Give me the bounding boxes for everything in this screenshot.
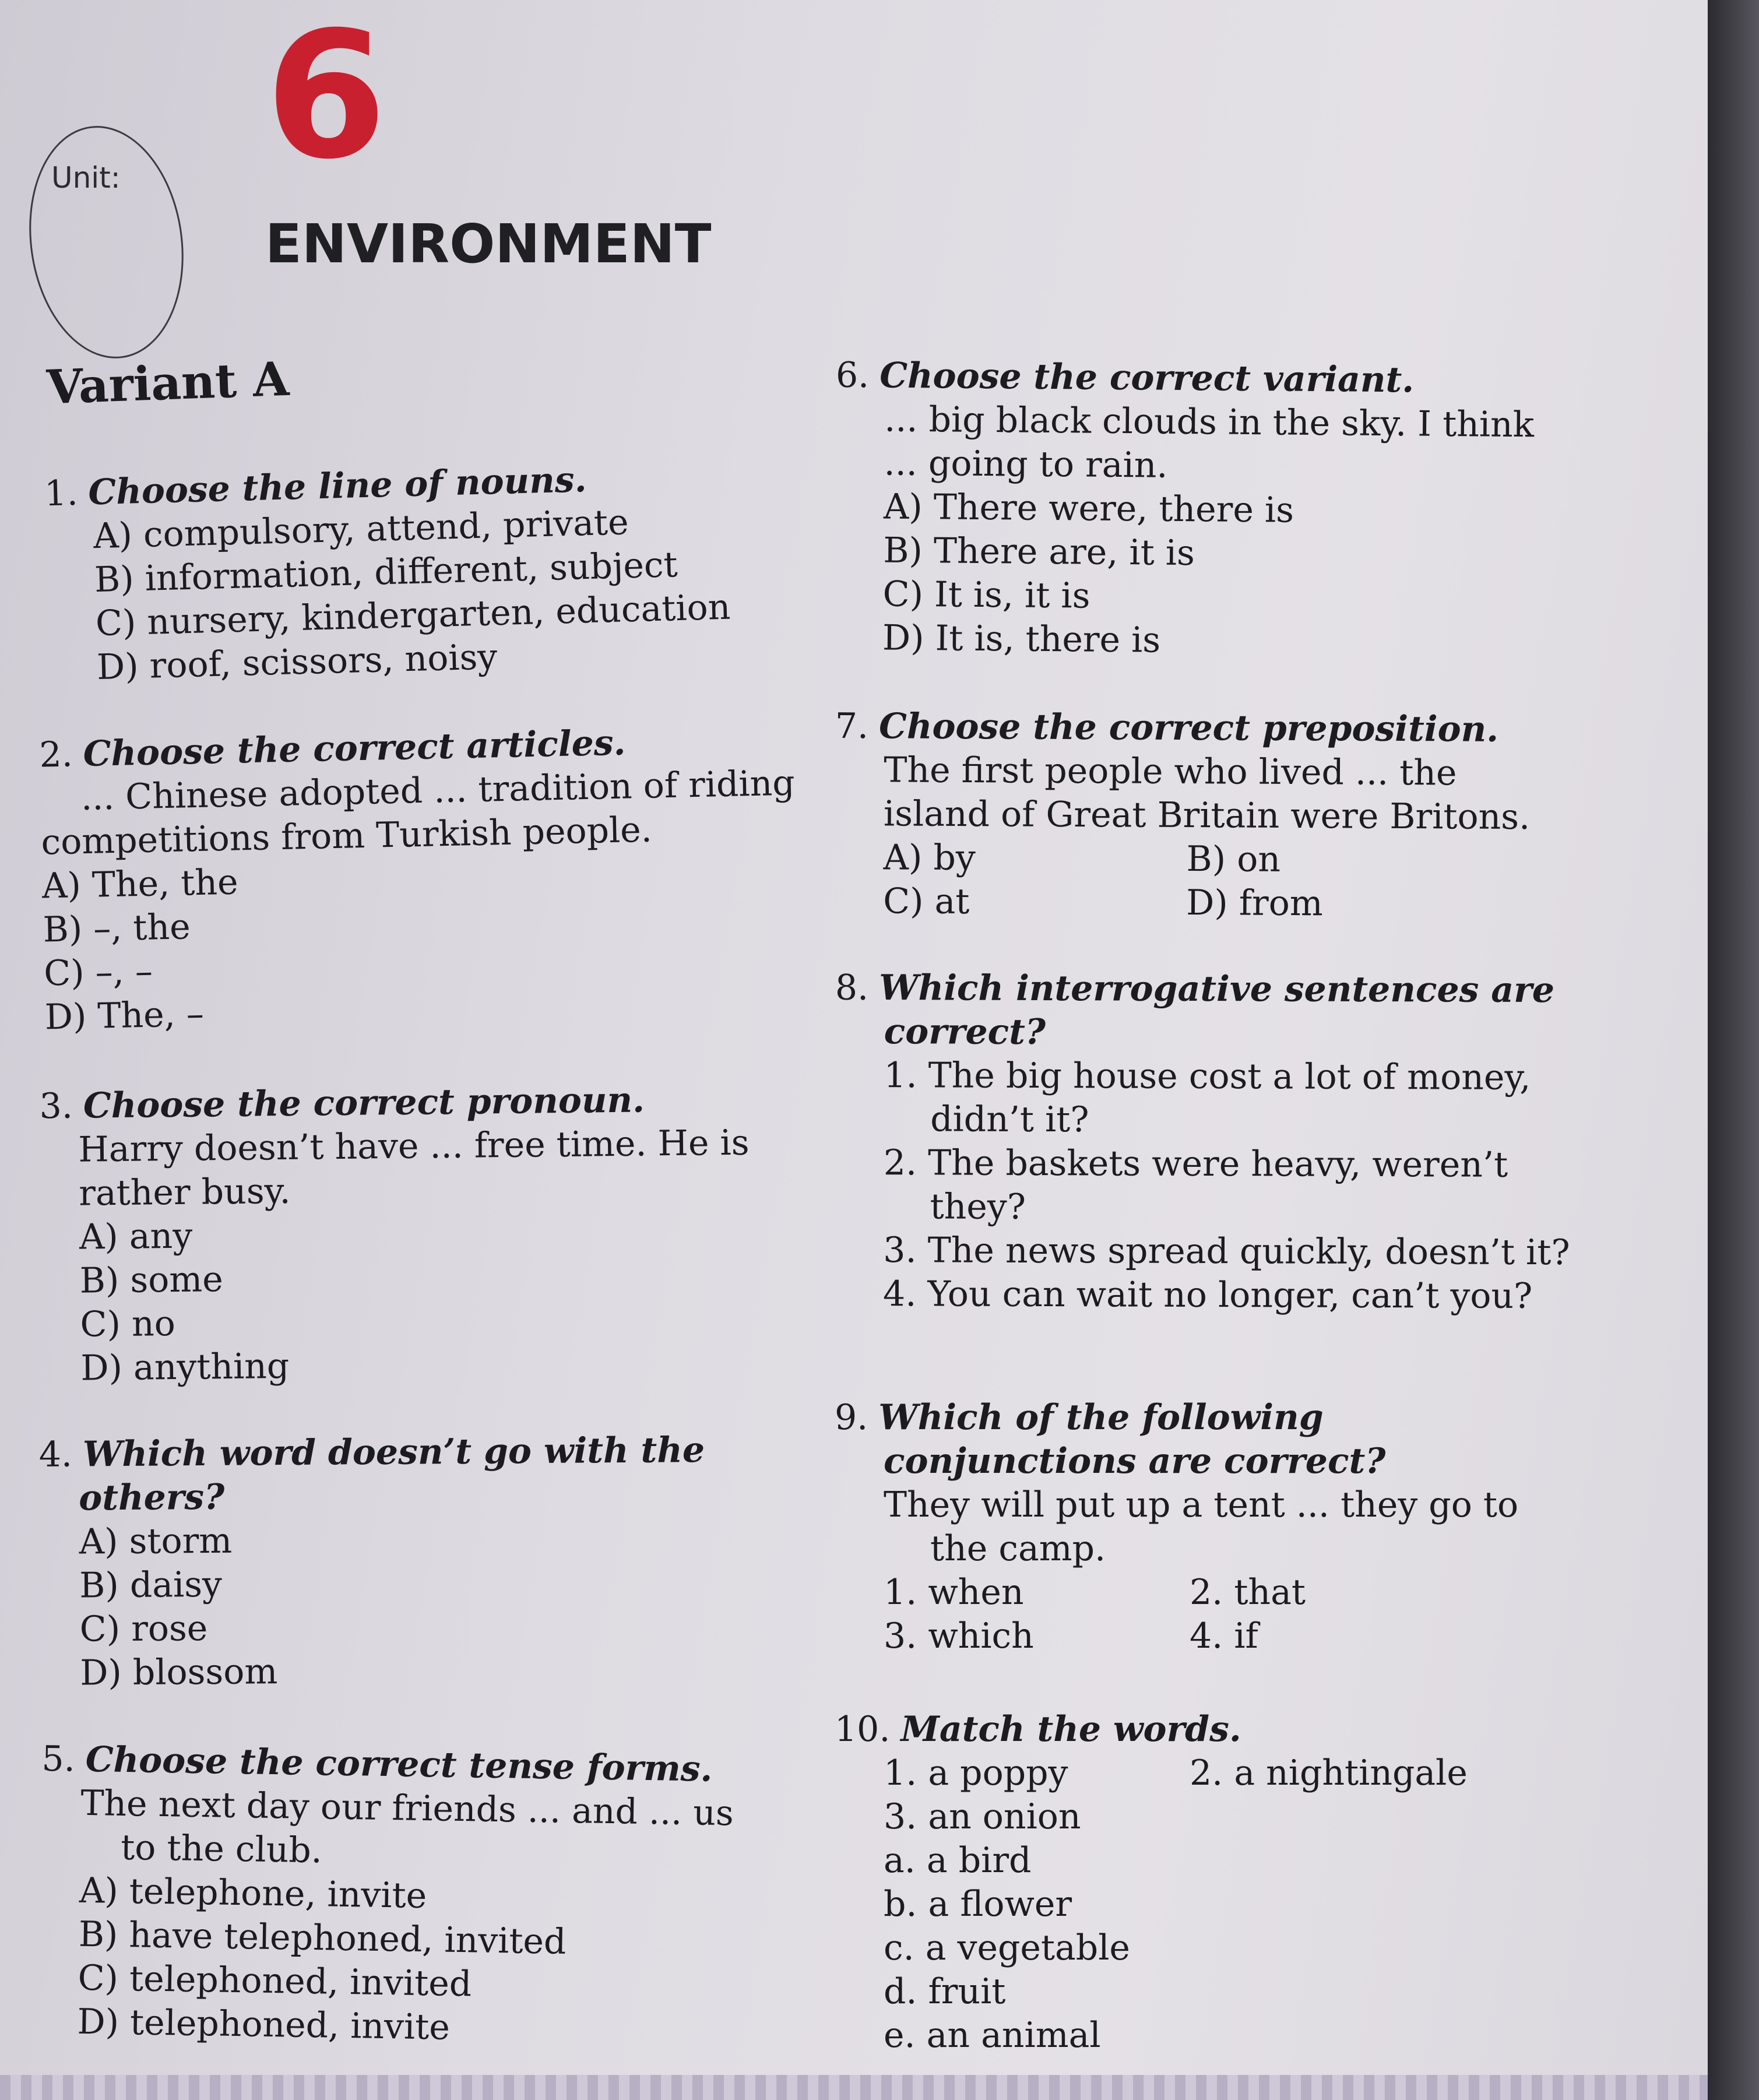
- question-4-option-d: D) blossom: [80, 1651, 278, 1694]
- question-1-option-a: A) compulsory, attend, private: [93, 502, 629, 557]
- question-6: [833, 354, 1535, 666]
- question-10-title: 10. Match the words.: [835, 1709, 1241, 1750]
- question-6-title: 6. Choose the correct variant.: [835, 354, 1415, 401]
- question-3-title: 3. Choose the correct pronoun.: [39, 1079, 645, 1127]
- question-6-prompt-line-2: ... going to rain.: [884, 442, 1168, 486]
- question-8-title-line-2: correct?: [884, 1011, 1046, 1053]
- question-6-option-b: B) There are, it is: [883, 530, 1195, 574]
- question-9-title-line-1: Which of the following: [878, 1397, 1324, 1438]
- question-7-prompt-line-2: island of Great Britain were Britons.: [883, 793, 1531, 838]
- question-9-option-2: 2. that: [1190, 1572, 1306, 1613]
- question-7-option-c: C) at: [883, 881, 970, 923]
- question-3-option-d: D) anything: [80, 1345, 290, 1389]
- question-5-option-d: D) telephoned, invite: [76, 2001, 451, 2048]
- question-3-option-a: A) any: [79, 1215, 193, 1258]
- question-9: [835, 1396, 1518, 1658]
- question-8-item-1-line-2: didn’t it?: [930, 1099, 1089, 1141]
- question-5-prompt-line-2: to the club.: [120, 1827, 323, 1872]
- question-6-prompt-line-1: ... big black clouds in the sky. I think: [884, 399, 1535, 446]
- book-edge-shadow: [1708, 0, 1759, 2100]
- pencil-circle-mark: [15, 116, 198, 368]
- question-4-title: 4. Which word doesn’t go with the others?: [38, 1429, 705, 1521]
- unit-label: Unit:: [51, 161, 121, 195]
- question-7-option-b: B) on: [1186, 839, 1281, 880]
- question-10-answer-d: d. fruit: [884, 1971, 1006, 2012]
- question-6-option-d: D) It is, there is: [882, 617, 1161, 661]
- question-10-answer-a: a. a bird: [884, 1840, 1032, 1881]
- question-5: [37, 1737, 735, 2055]
- question-2-option-c: C) –, –: [43, 951, 153, 994]
- question-7-prompt-line-1: The first people who lived ... the: [884, 750, 1457, 794]
- question-8-item-1-line-1: 1. The big house cost a lot of money,: [884, 1055, 1531, 1098]
- question-8-item-4: 4. You can wait no longer, can’t you?: [882, 1274, 1533, 1317]
- question-3-option-b: B) some: [79, 1259, 224, 1301]
- question-7: [834, 705, 1531, 927]
- question-10-word-1: 1. a poppy: [884, 1753, 1068, 1793]
- question-5-option-b: B) have telephoned, invited: [78, 1913, 567, 1962]
- question-3-prompt-line-1: Harry doesn’t have ... free time. He is: [78, 1122, 750, 1170]
- question-8-item-2-line-1: 2. The baskets were heavy, weren’t: [883, 1142, 1508, 1186]
- question-8-item-3: 3. The news spread quickly, doesn’t it?: [883, 1230, 1570, 1274]
- question-10-answer-e: e. an animal: [884, 2015, 1101, 2056]
- question-8-title-line-1: Which interrogative sentences are: [879, 968, 1555, 1011]
- question-5-option-c: C) telephoned, invited: [78, 1957, 472, 2005]
- question-5-option-a: A) telephone, invite: [79, 1870, 427, 1917]
- question-1-option-b: B) information, different, subject: [94, 544, 678, 601]
- question-10-word-3: 3. an onion: [884, 1796, 1081, 1837]
- question-4-option-b: B) daisy: [79, 1564, 223, 1606]
- question-2-option-d: D) The, –: [44, 993, 205, 1038]
- question-4-title-line-1: Which word doesn’t go with the: [82, 1430, 705, 1475]
- question-8: [834, 966, 1571, 1318]
- question-8-item-2-line-2: they?: [930, 1186, 1026, 1227]
- question-2-title: 2. Choose the correct articles.: [38, 722, 627, 776]
- question-4-option-a: A) storm: [79, 1520, 233, 1563]
- unit-number: 6: [265, 0, 387, 198]
- question-10-answer-c: c. a vegetable: [884, 1927, 1130, 1968]
- question-2-option-b: B) –, the: [42, 906, 191, 951]
- question-7-option-a: A) by: [883, 837, 976, 879]
- question-9-option-3: 3. which: [884, 1616, 1034, 1656]
- question-3: [39, 1078, 751, 1391]
- question-10-word-2: 2. a nightingale: [1190, 1753, 1468, 1793]
- question-3-prompt-line-2: rather busy.: [78, 1170, 291, 1214]
- question-2: [39, 717, 800, 1039]
- question-1-option-c: C) nursery, kindergarten, education: [95, 586, 731, 645]
- question-5-prompt-line-1: The next day our friends ... and ... us: [80, 1782, 734, 1834]
- question-9-prompt-line-2: the camp.: [930, 1528, 1106, 1569]
- question-2-prompt-line-1: ... Chinese adopted ... tradition of riding: [80, 762, 796, 819]
- question-5-title: 5. Choose the correct tense forms.: [41, 1738, 713, 1790]
- question-1: [44, 455, 732, 691]
- question-1-option-d: D) roof, scissors, noisy: [96, 636, 498, 688]
- question-4-option-c: C) rose: [79, 1607, 208, 1650]
- question-6-option-c: C) It is, it is: [882, 574, 1090, 617]
- question-10-answer-b: b. a flower: [884, 1884, 1072, 1925]
- question-10: [835, 1708, 1468, 2057]
- unit-title: ENVIRONMENT: [265, 213, 712, 275]
- question-7-option-d: D) from: [1186, 882, 1323, 924]
- question-9-option-4: 4. if: [1190, 1616, 1258, 1656]
- question-1-title: 1. Choose the line of nouns.: [44, 459, 587, 515]
- question-8-title: 8. Which interrogative sentences are correct?: [835, 966, 1571, 1056]
- question-9-prompt-line-1: They will put up a tent ... they go to: [884, 1485, 1519, 1525]
- decorative-bottom-border: [0, 2075, 1708, 2100]
- question-4: [38, 1429, 706, 1696]
- question-9-title-line-2: conjunctions are correct?: [884, 1441, 1386, 1482]
- question-7-title: 7. Choose the correct preposition.: [835, 705, 1499, 750]
- question-9-option-1: 1. when: [884, 1572, 1024, 1613]
- question-6-option-a: A) There were, there is: [883, 486, 1294, 531]
- question-3-option-c: C) no: [80, 1303, 176, 1345]
- question-4-title-line-2: others?: [78, 1476, 225, 1519]
- question-9-title: 9. Which of the following conjunctions are correct?: [835, 1396, 1518, 1483]
- question-2-option-a: A) The, the: [41, 861, 239, 907]
- variant-heading: Variant A: [45, 351, 290, 415]
- question-2-prompt-line-2: competitions from Turkish people.: [40, 809, 653, 863]
